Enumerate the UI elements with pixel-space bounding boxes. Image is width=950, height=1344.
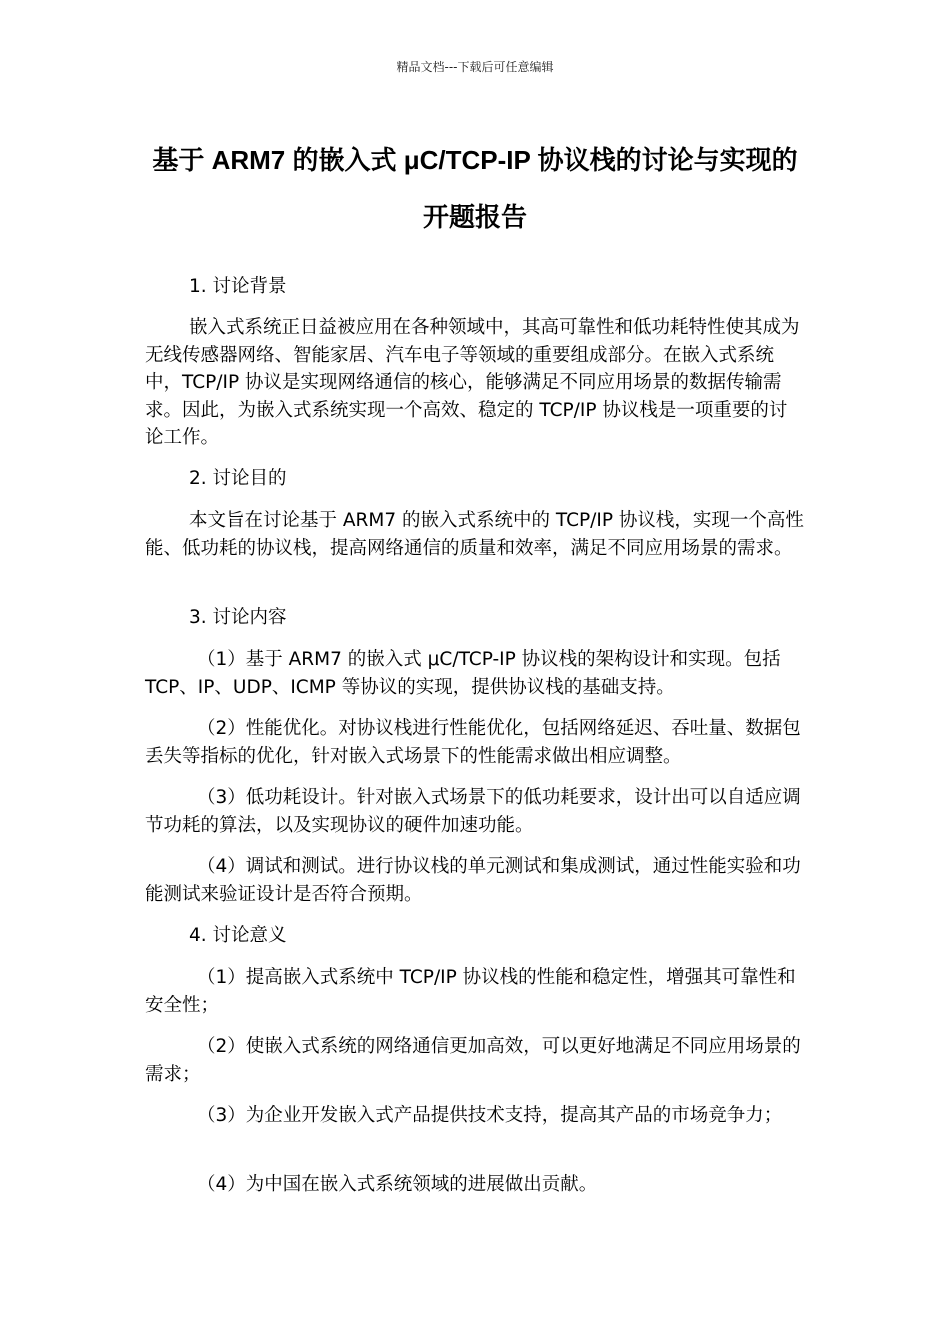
section-heading-background: 1. 讨论背景 [189,276,287,297]
section-heading-significance: 4. 讨论意义 [189,925,287,946]
significance-item-1 [145,964,805,1019]
paragraph: （1）基于 ARM7 的嵌入式 μC/TCP-IP 协议栈的架构设计和实现。包括 TCP、IP、UDP、ICMP 等协议的实现，提供协议栈的基础支持。 [145,649,781,698]
paragraph: （4）为中国在嵌入式系统领域的进展做出贡献。 [197,1174,598,1195]
paragraph: （3）为企业开发嵌入式产品提供技术支持，提高其产品的市场竞争力； [197,1105,783,1126]
significance-item-3 [145,1102,805,1130]
section-heading-purpose: 2. 讨论目的 [189,468,287,489]
paragraph: （4）调试和测试。进行协议栈的单元测试和集成测试，通过性能实验和功能测试来验证设计是否符合预期。 [145,856,801,905]
significance-item-2 [145,1033,805,1088]
paragraph: （2）性能优化。对协议栈进行性能优化，包括网络延迟、吞吐量、数据包丢失等指标的优化，针对嵌入式场景下的性能需求做出相应调整。 [145,718,801,767]
paragraph: （2）使嵌入式系统的网络通信更加高效，可以更好地满足不同应用场景的需求； [145,1036,801,1085]
header-note: 精品文档---下载后可任意编辑 [396,60,554,74]
paragraph: 本文旨在讨论基于 ARM7 的嵌入式系统中的 TCP/IP 协议栈，实现一个高性能、低功耗的协议栈，提高网络通信的质量和效率，满足不同应用场景的需求。 [145,510,804,559]
content-item-4 [145,853,805,908]
section-body-background [145,314,805,452]
paragraph: 嵌入式系统正日益被应用在各种领域中，其高可靠性和低功耗特性使其成为无线传感器网络、智能家居、汽车电子等领域的重要组成部分。在嵌入式系统中，TCP/IP 协议是实现网络通信的核心，能够满足不同应用场景的数据传输需求。因此，为嵌入式系统实现一个高效、稳定的 TCP/IP 协议栈是一项重要的讨论工作。 [145,317,800,448]
paragraph: （1）提高嵌入式系统中 TCP/IP 协议栈的性能和稳定性，增强其可靠性和安全性； [145,967,796,1016]
section-body-purpose [145,507,805,562]
content-item-3 [145,784,805,839]
document-title: 基于 ARM7 的嵌入式 μC/TCP-IP 协议栈的讨论与实现的开题报告 [152,145,798,232]
significance-item-4 [145,1171,805,1199]
paragraph: （3）低功耗设计。针对嵌入式场景下的低功耗要求，设计出可以自适应调节功耗的算法，以及实现协议的硬件加速功能。 [145,787,801,836]
section-heading-content: 3. 讨论内容 [189,607,287,628]
content-item-2 [145,715,805,770]
content-item-1 [145,646,805,701]
